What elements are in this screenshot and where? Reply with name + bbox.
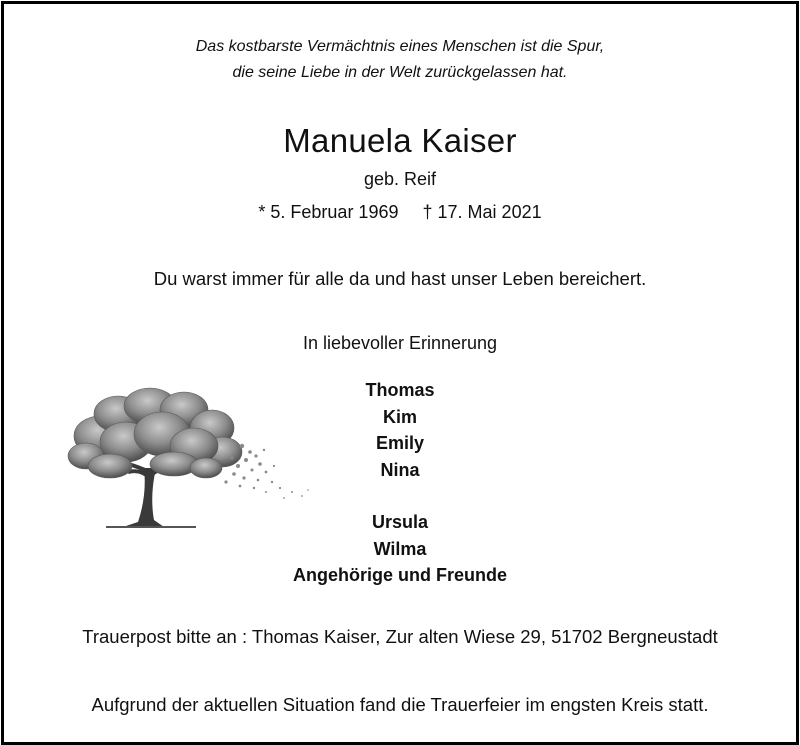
death-date: † 17. Mai 2021: [422, 202, 542, 222]
motto-line-1: Das kostbarste Vermächtnis eines Menschen ist die Spur,: [195, 38, 605, 55]
birth-date: * 5. Februar 1969: [258, 202, 399, 222]
deceased-name: Manuela Kaiser: [283, 122, 517, 159]
ceremony-note: Aufgrund der aktuellen Situation fand die Trauerfeier im engsten Kreis statt.: [91, 694, 709, 715]
obituary-notice: [1, 1, 799, 745]
condolence-address: Trauerpost bitte an : Thomas Kaiser, Zur alten Wiese 29, 51702 Bergneustadt: [82, 626, 718, 647]
mourner-name: Kim: [382, 406, 417, 427]
life-dates: [4, 202, 796, 223]
motto-line-2: die seine Liebe in der Welt zurückgelassen hat.: [232, 64, 568, 81]
tree-icon: [66, 386, 312, 532]
birth-name: geb. Reif: [363, 169, 437, 189]
mourner-name: Ursula: [371, 512, 429, 532]
mourner-name: Emily: [375, 433, 425, 453]
mourner-name: Nina: [380, 459, 420, 480]
memory-line: In liebevoller Erinnerung: [302, 333, 498, 353]
mourner-name: Angehörige und Freunde: [293, 565, 507, 585]
mourner-name: Wilma: [373, 538, 427, 559]
mourner-name: Thomas: [365, 380, 435, 400]
tribute-sentence: Du warst immer für alle da und hast unser Leben bereichert.: [153, 268, 647, 289]
